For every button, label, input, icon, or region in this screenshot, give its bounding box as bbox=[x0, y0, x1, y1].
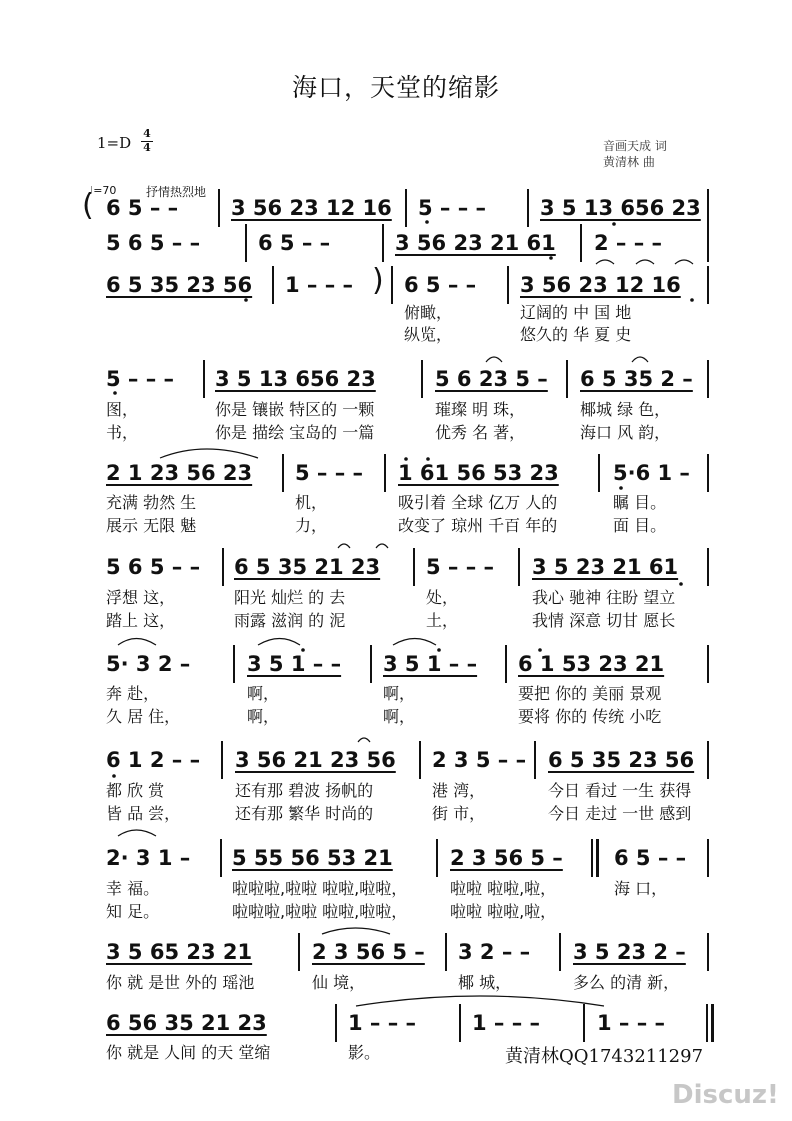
measure: 6 5 – – bbox=[258, 231, 331, 255]
bar-line bbox=[245, 224, 247, 262]
measure: 5·6 1 – bbox=[613, 461, 690, 485]
lyric-verse2: 街 市， bbox=[432, 804, 486, 823]
lyric-verse1: 你 就 是世 外的 瑶池 bbox=[106, 973, 255, 992]
measure: 3 5 13 656 23 bbox=[540, 196, 701, 220]
bar-line bbox=[505, 645, 507, 683]
lyric-verse1: 辽阔的 中 国 地 bbox=[520, 303, 632, 322]
slur bbox=[632, 357, 648, 362]
lyric-verse2: 海口 风 韵， bbox=[580, 423, 671, 442]
measure: 1 – – – bbox=[285, 273, 354, 297]
lyric-verse2: 今日 走过 一世 感到 bbox=[548, 804, 692, 823]
bar-line bbox=[391, 266, 393, 304]
measure: 6 56 35 21 23 bbox=[106, 1011, 267, 1035]
octave-dot bbox=[690, 298, 694, 302]
measure: 6 5 35 23 56 bbox=[106, 273, 253, 297]
lyric-verse2: 力， bbox=[295, 516, 328, 535]
bar-line bbox=[580, 224, 582, 262]
lyric-verse1: 阳光 灿烂 的 去 bbox=[234, 588, 346, 607]
slur bbox=[322, 928, 390, 934]
tempo-marking: ♩=70 bbox=[88, 184, 117, 197]
measure: 5 6 5 – – bbox=[106, 231, 201, 255]
bar-line bbox=[707, 645, 709, 683]
measure: 1 – – – bbox=[348, 1011, 417, 1035]
bar-line bbox=[221, 741, 223, 779]
bar-line bbox=[335, 1004, 337, 1042]
lyric-verse1: 奔 赴， bbox=[106, 684, 160, 703]
lyric-verse1: 椰城 绿 色， bbox=[580, 400, 671, 419]
lyric-verse1: 仙 境， bbox=[312, 973, 366, 992]
lyric-verse1: 啦啦 啦啦,啦， bbox=[450, 879, 557, 898]
bar-line bbox=[233, 645, 235, 683]
intro-open-paren: ( bbox=[82, 188, 94, 223]
slur bbox=[376, 544, 388, 548]
bar-line bbox=[282, 454, 284, 492]
lyric-verse1: 今日 看过 一生 获得 bbox=[548, 781, 692, 800]
measure: 5 6 23 5 – bbox=[435, 367, 548, 391]
bar-line bbox=[707, 360, 709, 398]
tie bbox=[356, 996, 604, 1006]
song-title: 海口，天堂的缩影 bbox=[291, 73, 500, 102]
time-signature-bottom: 4 bbox=[143, 141, 151, 154]
lyric-verse2: 书， bbox=[106, 423, 139, 442]
measure: 3 5 23 21 61 bbox=[532, 555, 679, 579]
lyric-verse1: 璀璨 明 珠， bbox=[435, 400, 526, 419]
lyric-verse1: 都 欣 赏 bbox=[106, 781, 165, 800]
bar-line bbox=[413, 548, 415, 586]
bar-line bbox=[707, 839, 709, 877]
lyric-verse2: 还有那 繁华 时尚的 bbox=[235, 804, 374, 823]
measure: 6 1 53 23 21 bbox=[518, 652, 665, 676]
measure: 3 5 1 – – bbox=[247, 652, 342, 676]
final-bar-thin bbox=[706, 1004, 708, 1042]
lyric-verse1: 啦啦啦,啦啦 啦啦,啦啦， bbox=[232, 879, 408, 898]
lyric-verse2: 啊， bbox=[383, 707, 416, 726]
lyric-verse2: 优秀 名 著， bbox=[435, 423, 526, 442]
bar-line bbox=[598, 454, 600, 492]
lyric-verse1: 港 湾， bbox=[432, 781, 486, 800]
bar-line bbox=[518, 548, 520, 586]
lyric-verse1: 影。 bbox=[348, 1043, 381, 1062]
measure: 3 5 1 – – bbox=[383, 652, 478, 676]
slur bbox=[118, 830, 156, 836]
measure: 2 3 5 – – bbox=[432, 748, 527, 772]
time-signature bbox=[141, 128, 153, 154]
bar-line bbox=[222, 548, 224, 586]
measure: 3 56 23 12 16 bbox=[520, 273, 681, 297]
lyric-verse1: 浮想 这， bbox=[106, 588, 176, 607]
lyric-verse1: 椰 城， bbox=[458, 973, 512, 992]
measure: 5 55 56 53 21 bbox=[232, 846, 393, 870]
measure: 5 – – – bbox=[418, 196, 487, 220]
measure: 1 – – – bbox=[472, 1011, 541, 1035]
slur bbox=[393, 639, 436, 646]
expression-marking: 抒情热烈地 bbox=[146, 185, 207, 199]
lyric-verse1: 啊， bbox=[247, 684, 280, 703]
bar-line bbox=[507, 266, 509, 304]
slur bbox=[596, 260, 614, 264]
measure: 2 1 23 56 23 bbox=[106, 461, 253, 485]
measure: 6 5 – – bbox=[106, 196, 179, 220]
lyric-verse2: 展示 无限 魅 bbox=[106, 516, 197, 535]
bar-line bbox=[272, 266, 274, 304]
measure: 6 5 35 23 56 bbox=[548, 748, 695, 772]
bar-line bbox=[707, 189, 709, 227]
measure: 2 – – – bbox=[594, 231, 663, 255]
lyric-verse1: 还有那 碧波 扬帆的 bbox=[235, 781, 374, 800]
bar-line bbox=[419, 741, 421, 779]
measure: 2 3 56 5 – bbox=[312, 940, 425, 964]
bar-line bbox=[382, 224, 384, 262]
measure: 6 1 2 – – bbox=[106, 748, 201, 772]
bar-line bbox=[421, 360, 423, 398]
measure: 2· 3 1 – bbox=[106, 846, 191, 870]
measure: 5· 3 2 – bbox=[106, 652, 191, 676]
intro-close-paren: ) bbox=[372, 263, 384, 298]
measure: 3 56 23 21 61 bbox=[395, 231, 556, 255]
measure: 6 5 – – bbox=[614, 846, 687, 870]
slur bbox=[258, 639, 300, 646]
bar-line bbox=[707, 548, 709, 586]
slur bbox=[160, 449, 258, 458]
lyric-verse2: 雨露 滋润 的 泥 bbox=[234, 611, 346, 630]
slur bbox=[118, 639, 156, 646]
lyric-verse2: 你是 描绘 宝岛的 一篇 bbox=[215, 423, 375, 442]
measure: 3 5 23 2 – bbox=[573, 940, 686, 964]
lyric-verse2: 悠久的 华 夏 史 bbox=[520, 325, 632, 344]
bar-line bbox=[405, 189, 407, 227]
bar-line bbox=[707, 933, 709, 971]
bar-line bbox=[436, 839, 438, 877]
slur bbox=[486, 357, 502, 362]
bar-line bbox=[534, 741, 536, 779]
bar-line bbox=[384, 454, 386, 492]
measure: 3 2 – – bbox=[458, 940, 531, 964]
lyric-verse2: 要将 你的 传统 小吃 bbox=[518, 707, 662, 726]
lyric-verse1: 我心 驰神 往盼 望立 bbox=[532, 588, 676, 607]
measure: 5 6 5 – – bbox=[106, 555, 201, 579]
bar-line bbox=[527, 189, 529, 227]
bar-line bbox=[583, 1004, 585, 1042]
arranger-contact: 黄清林QQ1743211297 bbox=[505, 1046, 704, 1067]
bar-line bbox=[707, 224, 709, 262]
octave-dot bbox=[679, 582, 683, 586]
bar-line bbox=[445, 933, 447, 971]
lyric-verse1: 机， bbox=[295, 493, 328, 512]
lyric-verse2: 知 足。 bbox=[106, 902, 160, 921]
measure: 3 5 65 23 21 bbox=[106, 940, 253, 964]
lyric-verse1: 俯瞰， bbox=[404, 303, 453, 322]
lyric-verse1: 幸 福。 bbox=[106, 879, 160, 898]
measure: 3 5 13 656 23 bbox=[215, 367, 376, 391]
lyricist-credit: 音画天成 词 bbox=[603, 139, 667, 153]
slur bbox=[338, 544, 350, 548]
lyric-verse2: 久 居 住， bbox=[106, 707, 181, 726]
measure: 3 56 23 12 16 bbox=[231, 196, 392, 220]
bar-line bbox=[370, 645, 372, 683]
measure: 5 – – – bbox=[295, 461, 364, 485]
lyric-verse1: 你 就是 人间 的天 堂缩 bbox=[106, 1043, 271, 1062]
measure: 1 – – – bbox=[597, 1011, 666, 1035]
lyric-verse1: 你是 镶嵌 特区的 一颗 bbox=[215, 400, 375, 419]
forum-watermark: Discuz! bbox=[672, 1080, 779, 1110]
lyric-verse2: 纵览， bbox=[404, 325, 453, 344]
lyric-verse1: 多么 的清 新， bbox=[573, 973, 680, 992]
lyric-verse2: 土， bbox=[426, 611, 459, 630]
measure: 5 – – – bbox=[106, 367, 175, 391]
lyric-verse1: 海 口， bbox=[614, 879, 668, 898]
measure: 2 3 56 5 – bbox=[450, 846, 563, 870]
slur bbox=[358, 738, 370, 742]
lyric-verse2: 啦啦 啦啦,啦， bbox=[450, 902, 557, 921]
lyric-verse1: 吸引着 全球 亿万 人的 bbox=[398, 493, 558, 512]
bar-line bbox=[707, 454, 709, 492]
measure: 6 5 35 21 23 bbox=[234, 555, 381, 579]
lyric-verse1: 充满 勃然 生 bbox=[106, 493, 197, 512]
lyric-verse2: 面 目。 bbox=[613, 516, 667, 535]
slur bbox=[675, 260, 693, 264]
bar-line bbox=[459, 1004, 461, 1042]
composer-credit: 黄清林 曲 bbox=[603, 155, 655, 169]
bar-line bbox=[220, 839, 222, 877]
lyric-verse1: 图， bbox=[106, 400, 139, 419]
repeat-bar bbox=[596, 839, 599, 877]
measure: 6 5 – – bbox=[404, 273, 477, 297]
bar-line bbox=[298, 933, 300, 971]
key-signature: 1=D bbox=[97, 134, 132, 152]
lyric-verse2: 踏上 这， bbox=[106, 611, 176, 630]
lyric-verse1: 要把 你的 美丽 景观 bbox=[518, 684, 662, 703]
bar-line bbox=[707, 266, 709, 304]
bar-line bbox=[566, 360, 568, 398]
time-signature-top: 4 bbox=[141, 128, 153, 142]
bar-line bbox=[707, 741, 709, 779]
bar-line bbox=[218, 189, 220, 227]
final-bar-thick bbox=[711, 1004, 714, 1042]
lyric-verse2: 改变了 琼州 千百 年的 bbox=[398, 516, 558, 535]
bar-line bbox=[559, 933, 561, 971]
measure: 5 – – – bbox=[426, 555, 495, 579]
lyric-verse1: 瞩 目。 bbox=[613, 493, 667, 512]
bar-line bbox=[203, 360, 205, 398]
lyric-verse2: 啦啦啦,啦啦 啦啦,啦啦， bbox=[232, 902, 408, 921]
lyric-verse1: 处， bbox=[426, 588, 459, 607]
measure: 3 56 21 23 56 bbox=[235, 748, 396, 772]
lyric-verse2: 我情 深意 切甘 愿长 bbox=[532, 611, 676, 630]
slur bbox=[636, 260, 654, 264]
measure: 1 61 56 53 23 bbox=[398, 461, 559, 485]
measure: 6 5 35 2 – bbox=[580, 367, 693, 391]
lyric-verse1: 啊， bbox=[383, 684, 416, 703]
bar-line bbox=[591, 839, 593, 877]
lyric-verse2: 啊， bbox=[247, 707, 280, 726]
lyric-verse2: 皆 品 尝， bbox=[106, 804, 181, 823]
